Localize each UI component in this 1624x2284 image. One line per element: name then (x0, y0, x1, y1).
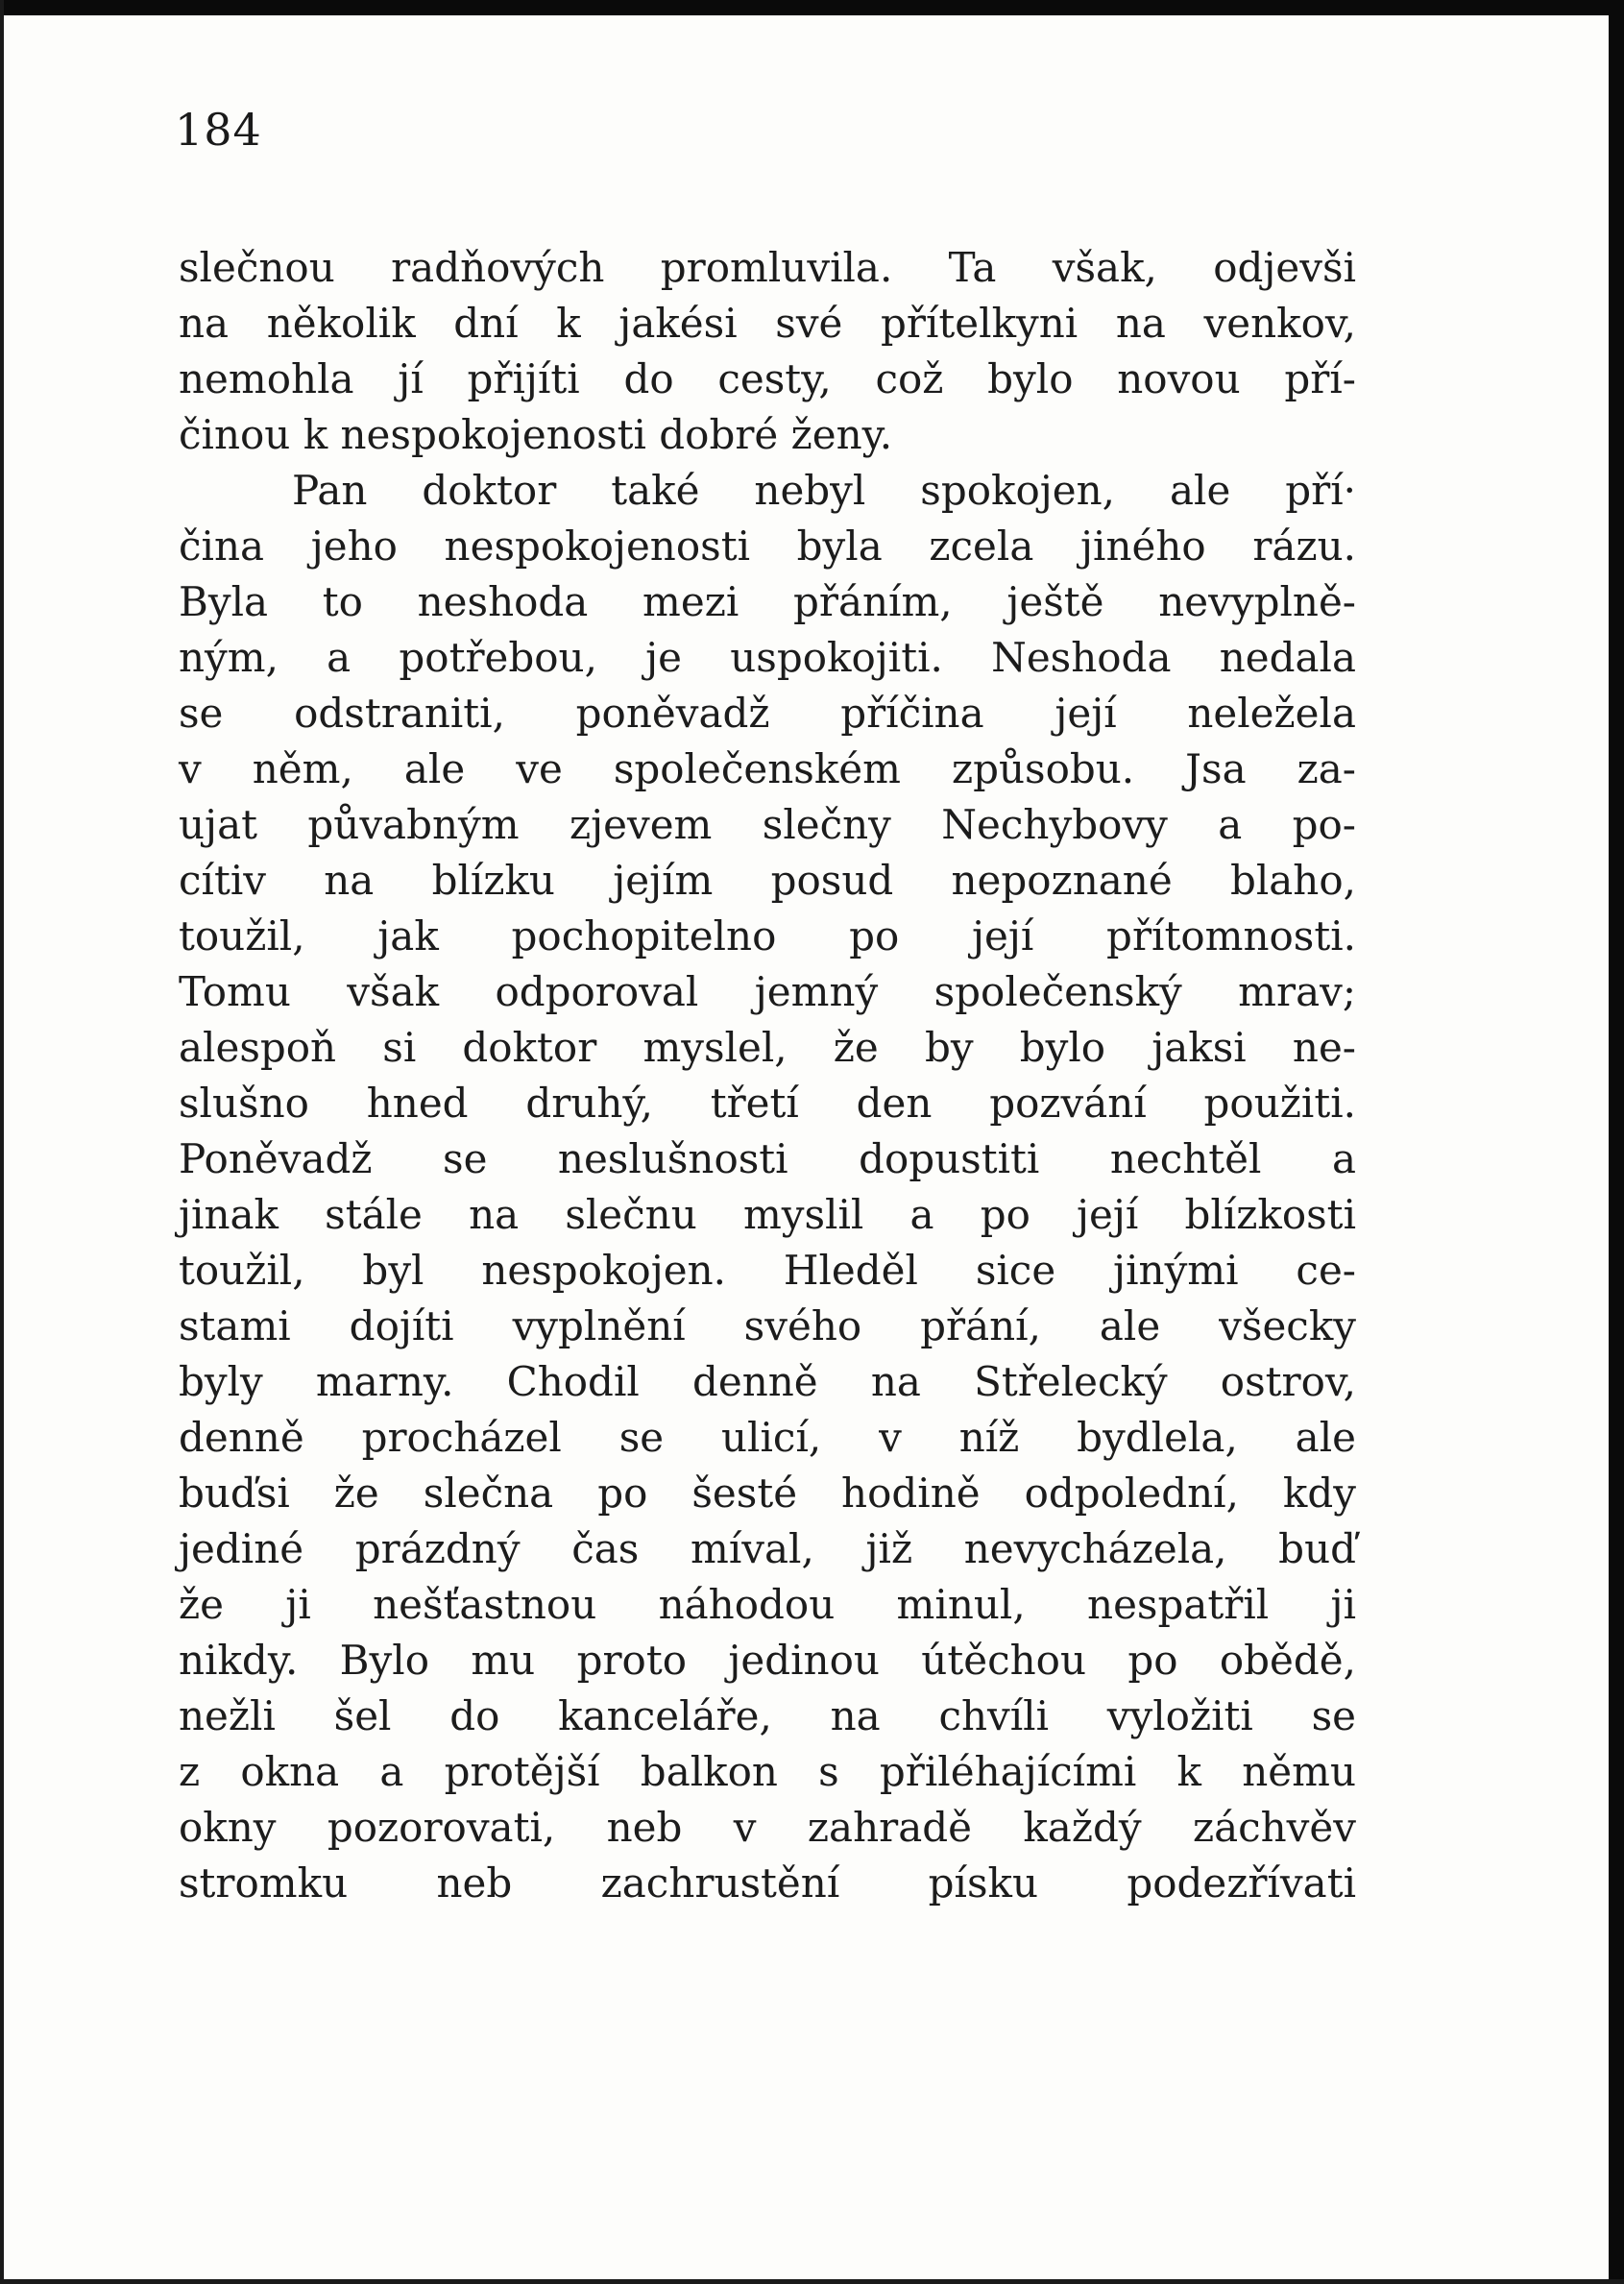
scan-border-bottom (0, 2279, 1624, 2284)
text-line: jediné prázdný čas míval, již nevycházela, buď (179, 1525, 1356, 1572)
text-line: Poněvadž se neslušnosti dopustiti nechtěl a (179, 1135, 1356, 1182)
text-line: na několik dní k jakési své přítelkyni na venkov, (179, 300, 1356, 347)
text-line: že ji nešťastnou náhodou minul, nespatřil ji (179, 1581, 1356, 1628)
text-line: cítiv na blízku jejím posud nepoznané blaho, (179, 857, 1356, 904)
page-number: 184 (175, 104, 262, 156)
text-line: nežli šel do kanceláře, na chvíli vyložiti se (179, 1692, 1356, 1739)
scan-border-top (0, 0, 1624, 15)
text-line: se odstraniti, poněvadž příčina její neležela (179, 690, 1356, 737)
text-line: buďsi že slečna po šesté hodině odpolední, kdy (179, 1470, 1356, 1517)
text-line: činou k nespokojenosti dobré ženy. (179, 411, 893, 458)
text-line: Pan doktor také nebyl spokojen, ale pří· (292, 467, 1356, 514)
text-line: jinak stále na slečnu myslil a po její blízkosti (179, 1191, 1356, 1238)
text-line: stromku neb zachrustění písku podezřívati (179, 1859, 1356, 1907)
text-line: slečnou radňových promluvila. Ta však, odjevši (179, 244, 1356, 291)
text-line: stami dojíti vyplnění svého přání, ale všecky (179, 1302, 1356, 1349)
scan-border-left (0, 0, 4, 2284)
body-text (179, 240, 1356, 1911)
text-line: ným, a potřebou, je uspokojiti. Neshoda nedala (179, 634, 1356, 681)
text-line: denně procházel se ulicí, v níž bydlela, ale (179, 1414, 1356, 1461)
text-line: v něm, ale ve společenském způsobu. Jsa za- (179, 745, 1356, 792)
text-line: ujat půvabným zjevem slečny Nechybovy a po- (179, 801, 1356, 848)
text-line: alespoň si doktor myslel, že by bylo jaksi ne- (179, 1024, 1356, 1071)
text-line: čina jeho nespokojenosti byla zcela jiného rázu. (179, 522, 1356, 570)
text-line: Tomu však odporoval jemný společenský mrav; (179, 968, 1356, 1015)
text-line: okny pozorovati, neb v zahradě každý záchvěv (179, 1804, 1356, 1851)
text-line: toužil, byl nespokojen. Hleděl sice jinými ce- (179, 1247, 1356, 1294)
text-line: byly marny. Chodil denně na Střelecký ostrov, (179, 1358, 1356, 1405)
text-line: Byla to neshoda mezi přáním, ještě nevyplně- (179, 578, 1356, 625)
text-line: toužil, jak pochopitelno po její přítomnosti. (179, 912, 1356, 960)
text-line: slušno hned druhý, třetí den pozvání použiti. (179, 1080, 1356, 1127)
text-line: nemohla jí přijíti do cesty, což bylo novou pří- (179, 355, 1356, 402)
text-line: nikdy. Bylo mu proto jedinou útěchou po obědě, (179, 1637, 1356, 1684)
scan-border-right (1609, 0, 1624, 2284)
text-line: z okna a protější balkon s přiléhajícími k němu (179, 1748, 1356, 1795)
